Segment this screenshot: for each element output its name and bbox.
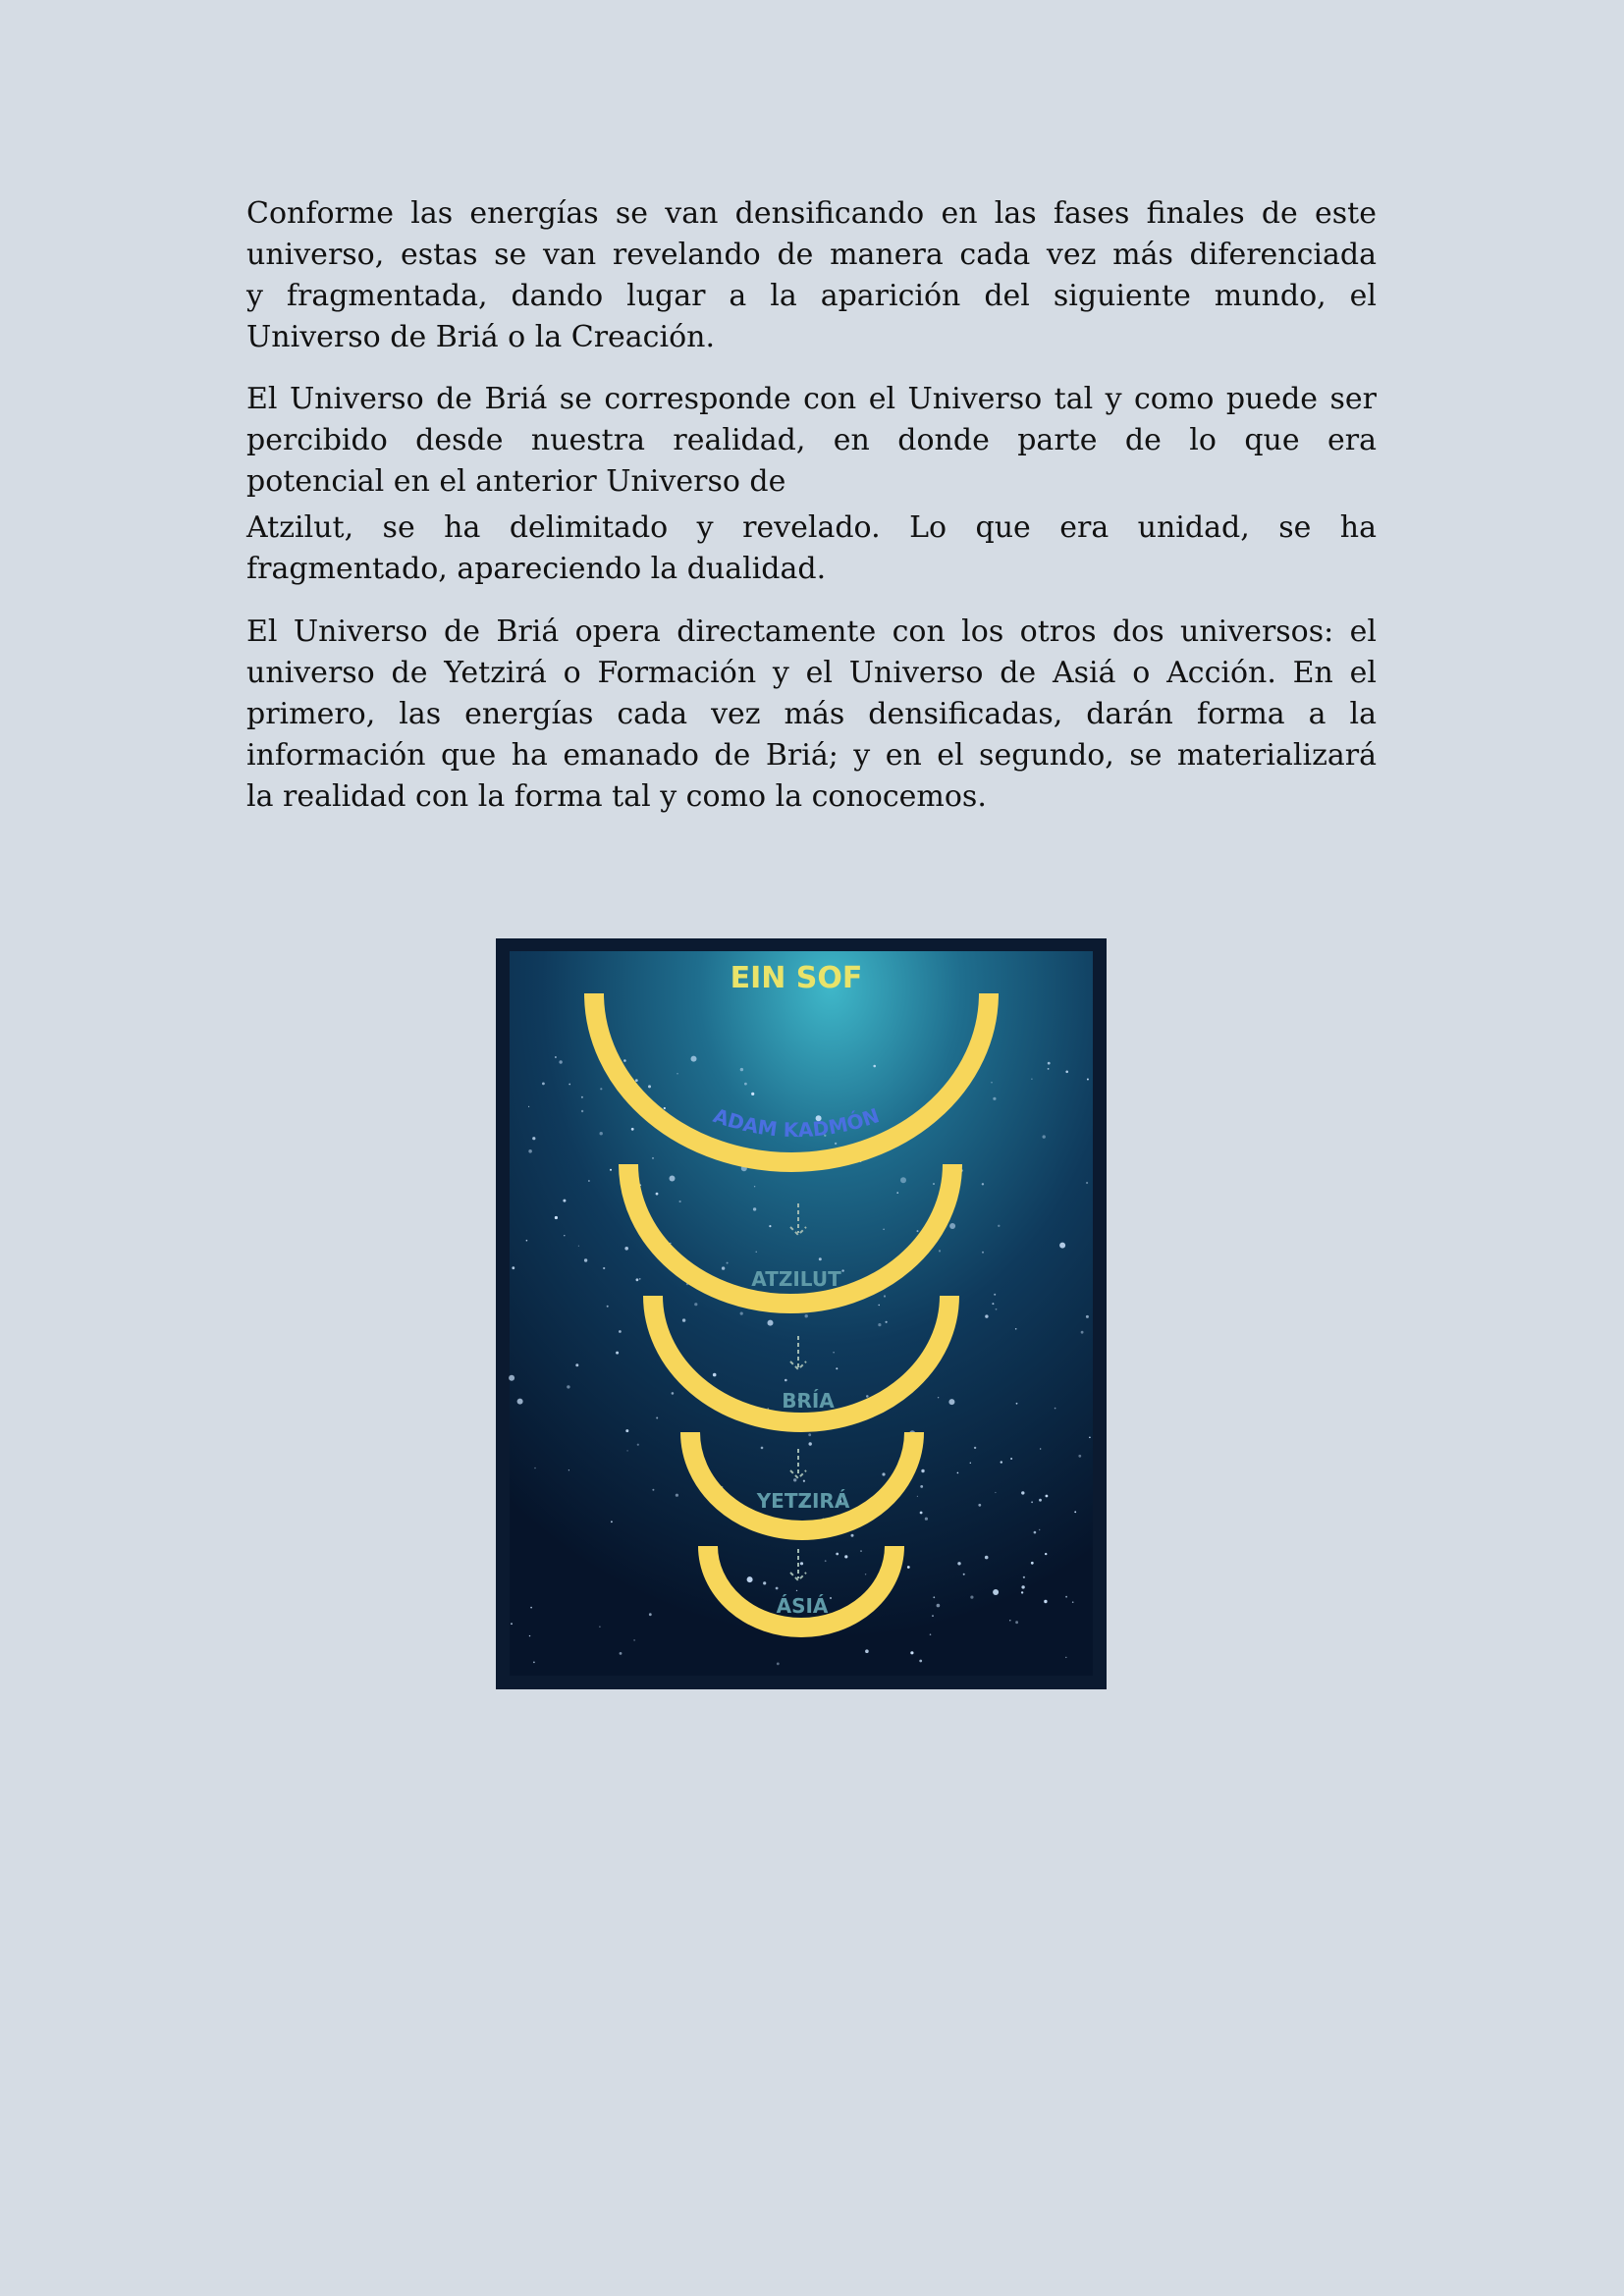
star — [884, 1295, 886, 1297]
star — [1078, 1455, 1081, 1458]
sky-background — [510, 951, 1093, 1676]
star — [1039, 1529, 1040, 1530]
star — [568, 1469, 569, 1470]
star — [1089, 1437, 1091, 1439]
label-yetzira: YETZIRÁ — [756, 1489, 850, 1513]
star — [581, 1096, 583, 1098]
star — [1001, 1461, 1002, 1463]
star — [883, 1229, 885, 1231]
paragraph-1 — [246, 193, 1377, 358]
star — [740, 1312, 743, 1315]
star — [982, 1252, 984, 1254]
star — [656, 1417, 658, 1419]
star — [800, 1562, 803, 1565]
star — [993, 1589, 999, 1595]
star — [619, 1330, 622, 1333]
star — [751, 1093, 754, 1095]
star — [825, 1560, 827, 1562]
star — [754, 1186, 755, 1187]
star — [785, 1379, 787, 1382]
star — [930, 1633, 932, 1635]
star — [607, 1306, 609, 1308]
star — [578, 1246, 579, 1247]
star — [532, 1137, 535, 1140]
star — [917, 1230, 919, 1232]
star — [933, 1596, 935, 1598]
star — [925, 1518, 928, 1521]
star — [664, 1107, 666, 1109]
star — [920, 1485, 923, 1488]
star — [1059, 1243, 1065, 1249]
star — [1065, 1071, 1068, 1074]
text-line: Universo de Briá o la Creación. — [246, 320, 715, 354]
star — [616, 1352, 619, 1355]
star — [727, 1262, 729, 1264]
text-line: fragmentado, apareciendo la dualidad. — [246, 552, 827, 586]
star — [740, 1068, 743, 1071]
star — [694, 1303, 697, 1306]
star — [836, 1367, 838, 1369]
star — [631, 1128, 634, 1131]
text-line: universo, estas se van revelando de manera cada vez más diferenciada — [246, 238, 1377, 272]
star — [1039, 1499, 1042, 1502]
star — [1009, 1620, 1010, 1621]
star — [1086, 1315, 1089, 1318]
star — [530, 1607, 532, 1609]
star — [672, 1392, 675, 1395]
star — [805, 1314, 808, 1317]
paragraph-3 — [246, 612, 1377, 818]
star — [526, 1240, 528, 1242]
star — [648, 1085, 651, 1088]
label-adam-kadmon: ADAM KADMÓN — [710, 1103, 883, 1143]
star — [600, 1132, 603, 1135]
star — [652, 1489, 654, 1491]
star — [917, 1496, 918, 1497]
text-line: Conforme las energías se van densificando en las fases finales de este — [246, 196, 1377, 231]
star — [588, 1180, 590, 1182]
star — [844, 1555, 847, 1558]
star — [584, 1258, 587, 1261]
star — [1016, 1403, 1018, 1405]
star — [769, 1225, 771, 1227]
text-line: percibido desde nuestra realidad, en donde parte de lo que era — [246, 423, 1377, 457]
star — [756, 1252, 757, 1253]
star — [994, 1294, 996, 1296]
star — [939, 1250, 941, 1252]
star — [919, 1660, 922, 1663]
star — [534, 1468, 536, 1469]
star — [1021, 1585, 1024, 1588]
star — [682, 1318, 685, 1321]
star — [511, 1623, 513, 1625]
star — [841, 1269, 843, 1271]
star — [1087, 1079, 1089, 1081]
star — [1081, 1331, 1084, 1334]
star — [563, 1200, 566, 1202]
label-asia: ÁSIÁ — [776, 1594, 829, 1618]
star — [713, 1373, 717, 1377]
star — [1046, 1495, 1049, 1498]
star — [1074, 1511, 1076, 1513]
star — [722, 1266, 725, 1269]
star — [921, 1469, 924, 1472]
star — [992, 1303, 994, 1305]
star — [691, 1056, 697, 1062]
text-line: primero, las energías cada vez más densificadas, darán forma a la — [246, 697, 1377, 731]
star — [808, 1433, 811, 1436]
star — [747, 1576, 753, 1582]
star — [982, 1183, 984, 1185]
figure-graphic — [496, 938, 1107, 1689]
star — [974, 1447, 976, 1449]
star — [575, 1363, 578, 1366]
star — [873, 1065, 876, 1068]
star — [542, 1083, 545, 1086]
star — [528, 1106, 529, 1107]
text-line: información que ha emanado de Briá; y en el segundo, se materializará — [246, 738, 1377, 773]
star — [1015, 1328, 1017, 1330]
star — [1010, 1458, 1012, 1460]
star — [1043, 1135, 1046, 1138]
star — [1065, 1596, 1067, 1598]
star — [920, 1512, 923, 1515]
star — [896, 1192, 898, 1194]
star — [933, 1183, 935, 1185]
star — [900, 1177, 906, 1183]
star — [528, 1149, 532, 1153]
star — [1031, 1079, 1032, 1080]
star — [793, 1478, 796, 1481]
star — [636, 1278, 639, 1281]
label-atzilut: ATZILUT — [751, 1267, 841, 1291]
star — [1021, 1491, 1024, 1494]
star — [985, 1314, 988, 1317]
text-line: El Universo de Briá se corresponde con el Universo tal y como puede ser — [246, 382, 1377, 416]
star — [865, 1649, 869, 1653]
text-line: potencial en el anterior Universo de — [246, 464, 786, 499]
star — [620, 1652, 623, 1655]
star — [1072, 1601, 1074, 1603]
star — [882, 1472, 885, 1475]
star — [998, 1225, 1000, 1227]
star — [600, 1088, 602, 1090]
star — [878, 1323, 881, 1326]
star — [938, 1397, 939, 1398]
text-line: la realidad con la forma tal y como la conocemos. — [246, 779, 987, 814]
star — [744, 1083, 747, 1086]
star — [1034, 1531, 1037, 1534]
star — [796, 1590, 797, 1591]
star — [610, 1169, 612, 1171]
star — [993, 1097, 996, 1100]
star — [533, 1662, 535, 1664]
star — [970, 1596, 973, 1599]
star — [970, 1463, 971, 1464]
star — [529, 1635, 530, 1636]
star — [1048, 1062, 1051, 1065]
text-line: universo de Yetzirá o Formación y el Universo de Asiá o Acción. En el — [246, 656, 1377, 690]
star — [1031, 1501, 1033, 1503]
star — [957, 1472, 959, 1474]
star — [637, 1444, 639, 1446]
star — [517, 1399, 523, 1405]
star — [603, 1267, 605, 1269]
star — [851, 1534, 854, 1537]
star — [957, 1562, 960, 1565]
star — [963, 1574, 965, 1575]
star — [567, 1385, 569, 1388]
star — [656, 1193, 659, 1196]
star — [1044, 1600, 1047, 1603]
star — [1065, 1657, 1066, 1658]
star — [649, 1613, 652, 1616]
text-line: y fragmentada, dando lugar a la aparición del siguiente mundo, el — [246, 279, 1377, 313]
star — [978, 1504, 981, 1507]
star — [635, 1079, 638, 1082]
star — [639, 1278, 641, 1280]
star — [564, 1235, 565, 1236]
star — [907, 1566, 910, 1569]
star — [835, 1143, 837, 1145]
star — [676, 1494, 678, 1497]
star — [776, 1587, 779, 1590]
star — [879, 1305, 880, 1306]
star — [996, 1308, 998, 1310]
star — [777, 1663, 780, 1666]
label-bria: BRÍA — [782, 1389, 835, 1413]
star — [1040, 1448, 1041, 1449]
star — [937, 1604, 941, 1608]
star — [991, 1082, 993, 1084]
star — [555, 1216, 558, 1219]
star — [624, 1247, 628, 1251]
star — [512, 1266, 514, 1269]
star — [1055, 1408, 1056, 1410]
star — [1021, 1591, 1023, 1593]
star — [995, 1492, 996, 1493]
star — [819, 1257, 822, 1260]
star — [555, 1056, 557, 1058]
star — [559, 1060, 562, 1063]
star — [1086, 1182, 1088, 1184]
star — [652, 1157, 654, 1159]
star — [633, 1639, 635, 1641]
star — [768, 1320, 774, 1326]
star — [830, 1597, 832, 1599]
star — [886, 1321, 888, 1323]
star — [761, 1447, 764, 1450]
star — [626, 1450, 627, 1451]
star — [803, 1480, 805, 1482]
star — [866, 1395, 869, 1398]
star — [809, 1442, 812, 1445]
star — [568, 1084, 570, 1086]
figure-title: EIN SOF — [730, 961, 863, 995]
star — [670, 1176, 676, 1182]
star — [581, 1110, 583, 1112]
paragraph-2 — [246, 379, 1377, 590]
star — [753, 1207, 756, 1210]
star — [679, 1201, 681, 1202]
star — [985, 1556, 989, 1560]
star — [1031, 1562, 1034, 1565]
star — [599, 1627, 600, 1628]
text-line: Atzilut, se ha delimitado y revelado. Lo que era unidad, se ha — [246, 510, 1377, 545]
star — [1023, 1576, 1025, 1578]
star — [860, 1550, 861, 1551]
star — [763, 1581, 766, 1584]
star — [509, 1375, 514, 1381]
star — [932, 1615, 934, 1617]
kabbalah-worlds-figure — [496, 938, 1107, 1689]
star — [910, 1651, 913, 1654]
star — [1045, 1553, 1047, 1555]
star — [625, 1429, 628, 1432]
star — [836, 1553, 839, 1556]
star — [623, 1059, 626, 1062]
star — [865, 1574, 866, 1575]
star — [611, 1521, 613, 1522]
text-line: El Universo de Briá opera directamente con los otros dos universos: el — [246, 614, 1377, 649]
star — [948, 1399, 954, 1405]
star — [1048, 1068, 1050, 1070]
star — [949, 1223, 955, 1229]
star — [833, 1352, 834, 1353]
star — [1015, 1621, 1018, 1624]
